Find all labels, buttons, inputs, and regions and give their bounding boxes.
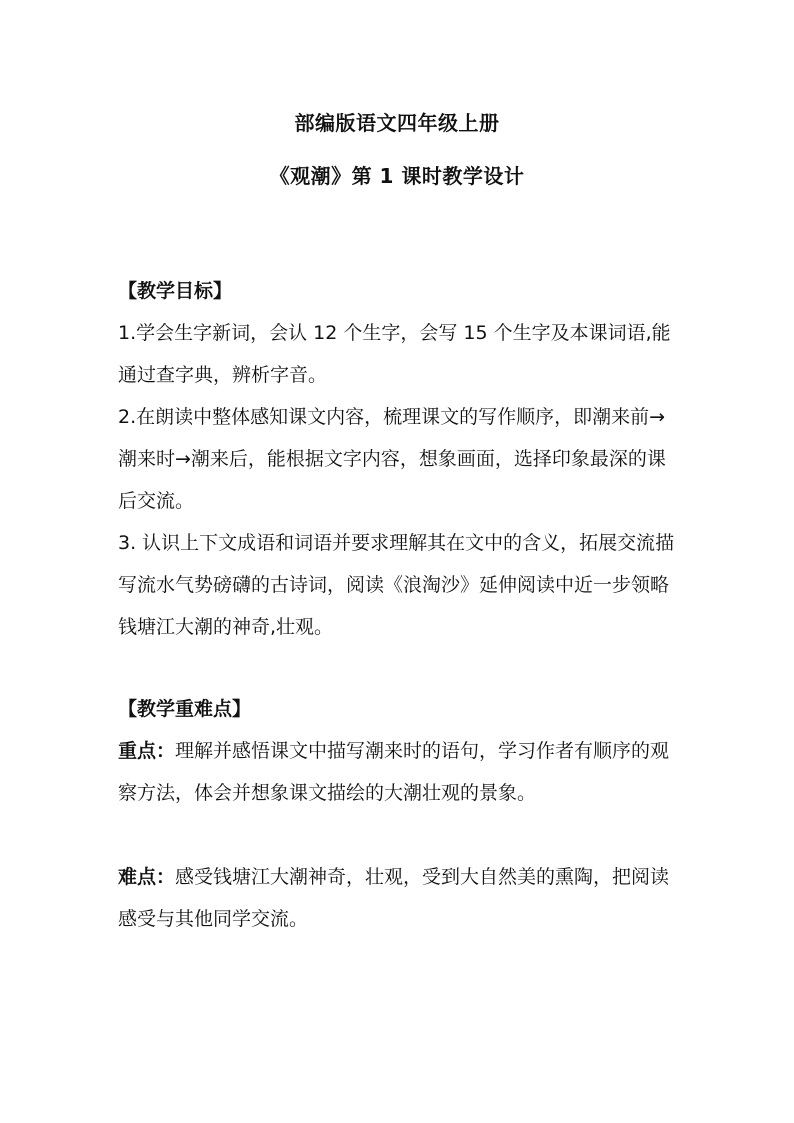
document-title: 部编版语文四年级上册 xyxy=(294,111,500,135)
objective-item-1: 1.学会生字新词，会认 12 个生字，会写 15 个生字及本课词语,能通过查字典，辨析字音。 xyxy=(118,322,671,386)
paragraph-spacer xyxy=(118,814,678,856)
difficulty-text: 感受钱塘江大潮神奇，壮观，受到大自然美的熏陶，把阅读感受与其他同学交流。 xyxy=(118,866,670,930)
section-spacer xyxy=(118,648,678,688)
key-points-heading: 【教学重难点】 xyxy=(118,698,252,720)
document-subtitle: 《观潮》第 1 课时教学设计 xyxy=(269,164,525,188)
focus-paragraph xyxy=(118,730,678,814)
objectives-heading: 【教学目标】 xyxy=(118,280,233,302)
objective-item-2: 2.在朗读中整体感知课文内容，梳理课文的写作顺序，即潮来前→潮来时→潮来后，能根据文字内容，想象画面，选择印象最深的课后交流。 xyxy=(118,406,666,512)
difficulty-paragraph xyxy=(118,856,678,940)
document-body xyxy=(118,270,678,940)
focus-label: 重点： xyxy=(118,740,176,762)
focus-text: 理解并感悟课文中描写潮来时的语句，学习作者有顺序的观察方法，体会并想象课文描绘的大潮壮观的景象。 xyxy=(118,740,670,804)
difficulty-label: 难点： xyxy=(118,866,176,888)
objective-item-3: 3. 认识上下文成语和词语并要求理解其在文中的含义，拓展交流描写流水气势磅礴的古诗词，阅读《浪淘沙》延伸阅读中近一步领略钱塘江大潮的神奇,壮观。 xyxy=(118,532,675,638)
